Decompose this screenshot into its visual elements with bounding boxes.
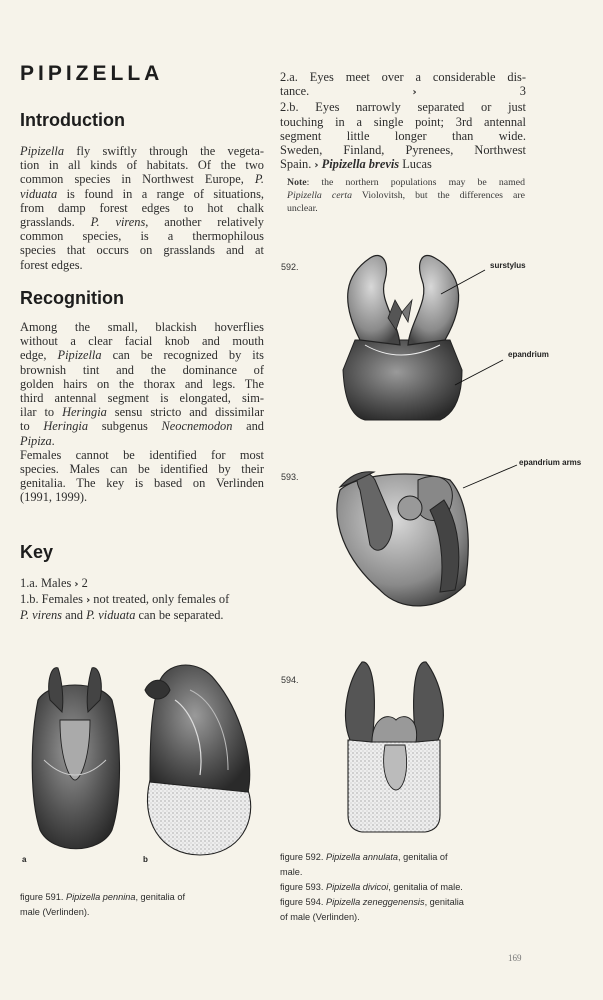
figure-591-caption-line: figure 591. Pipizella pennina, genitalia of (20, 892, 185, 902)
recognition-text-line: (1991, 1999). (20, 490, 88, 505)
key-note-line: unclear. (287, 203, 318, 214)
key-couplet-2-line: 2.a. Eyes meet over a considerable dis- (280, 70, 526, 84)
recognition-text-line: genitalia. The key is based on Verlinden (20, 476, 264, 491)
key-couplet-2-line: Sweden, Finland, Pyrenees, Northwest (280, 143, 526, 158)
recognition-text-line: brownish tint and the dominance of (20, 362, 264, 377)
recognition-text-line: Pipiza. (20, 433, 55, 448)
figure-591-sublabel-b: b (143, 855, 148, 864)
key-couplet-1-line: 1.a. Males › 2 (20, 576, 88, 590)
figure-592-number: 592. (281, 262, 299, 272)
key-couplet-1-line: P. virens and P. viduata can be separated. (20, 608, 224, 623)
introduction-text-line: from damp forest edges to hot chalk (20, 200, 264, 215)
introduction-text-line: common species, is a thermophilous (20, 229, 264, 244)
figures-592-594-caption-line: figure 592. Pipizella annulata, genitalia of (280, 852, 448, 862)
figure-593-number: 593. (281, 472, 299, 482)
key-couplet-1-line: 1.b. Females › not treated, only females of (20, 592, 230, 607)
introduction-text-line: common species in Northwest Europe, P. (20, 172, 264, 187)
figures-592-594-caption-line: male. (280, 867, 303, 877)
recognition-text-line: golden hairs on the thorax and legs. The (20, 376, 264, 391)
figure-592-drawing (343, 255, 503, 420)
key-heading: Key (20, 542, 54, 562)
recognition-text-line: Females cannot be identified for most (20, 447, 264, 462)
key-couplet-2-line: segment little longer than wide. (280, 128, 526, 143)
recognition-text-line: third antennal segment is elongated, sim- (20, 391, 264, 406)
introduction-text-line: Pipizella fly swiftly through the vegeta- (20, 144, 264, 158)
introduction-text-line: tion in all kinds of habitats. Of the two (20, 158, 264, 173)
label-epandrium: epandrium (508, 350, 549, 359)
figure-591-caption-line: male (Verlinden). (20, 907, 90, 917)
page-number: 169 (508, 953, 522, 963)
label-epandrium-arms: epandrium arms (519, 458, 582, 467)
figures-592-594-caption-line: figure 593. Pipizella divicoi, genitalia of male. (280, 882, 463, 892)
figure-594-drawing (346, 662, 444, 832)
recognition-text-line: without a clear facial knob and mouth (20, 334, 264, 349)
recognition-text-line: edge, Pipizella can be recognized by its (20, 348, 264, 363)
label-surstylus: surstylus (490, 261, 526, 270)
introduction-text-line: viduata is found in a range of situations, (20, 186, 264, 201)
key-couplet-2-line: Spain. › Pipizella brevis Lucas (280, 157, 432, 172)
key-couplet-2-line: touching in a single point; 3rd antennal (280, 114, 526, 129)
introduction-text-line: species that occurs on grasslands and at (20, 243, 264, 258)
introduction-text-line: forest edges. (20, 257, 83, 272)
figure-594-number: 594. (281, 675, 299, 685)
key-couplet-2-line: tance. › 3 (280, 84, 526, 99)
introduction-heading: Introduction (20, 110, 125, 130)
recognition-text-line: ilar to Heringia sensu stricto and dissimilar (20, 405, 264, 420)
figure-591-sublabel-a: a (22, 855, 27, 864)
key-note-line: Pipizella certa Violovitsh, but the differences are (287, 190, 525, 201)
figure-591a-drawing (32, 668, 119, 849)
figure-593-drawing (337, 465, 517, 606)
recognition-text-line: to Heringia subgenus Neocnemodon and (20, 419, 264, 434)
figures-592-594-caption-line: of male (Verlinden). (280, 912, 360, 922)
figures-592-594-caption-line: figure 594. Pipizella zeneggenensis, genitalia (280, 897, 464, 907)
genus-title: PIPIZELLA (20, 62, 164, 85)
key-note-line: Note: the northern populations may be named (287, 177, 525, 188)
key-couplet-2-line: 2.b. Eyes narrowly separated or just (280, 100, 526, 115)
recognition-heading: Recognition (20, 288, 124, 308)
figure-591b-drawing (145, 665, 251, 855)
recognition-text-line: Among the small, blackish hoverflies (20, 320, 264, 334)
recognition-text-line: species. Males can be identified by their (20, 462, 264, 477)
introduction-text-line: grasslands. P. virens, another relatively (20, 215, 264, 230)
